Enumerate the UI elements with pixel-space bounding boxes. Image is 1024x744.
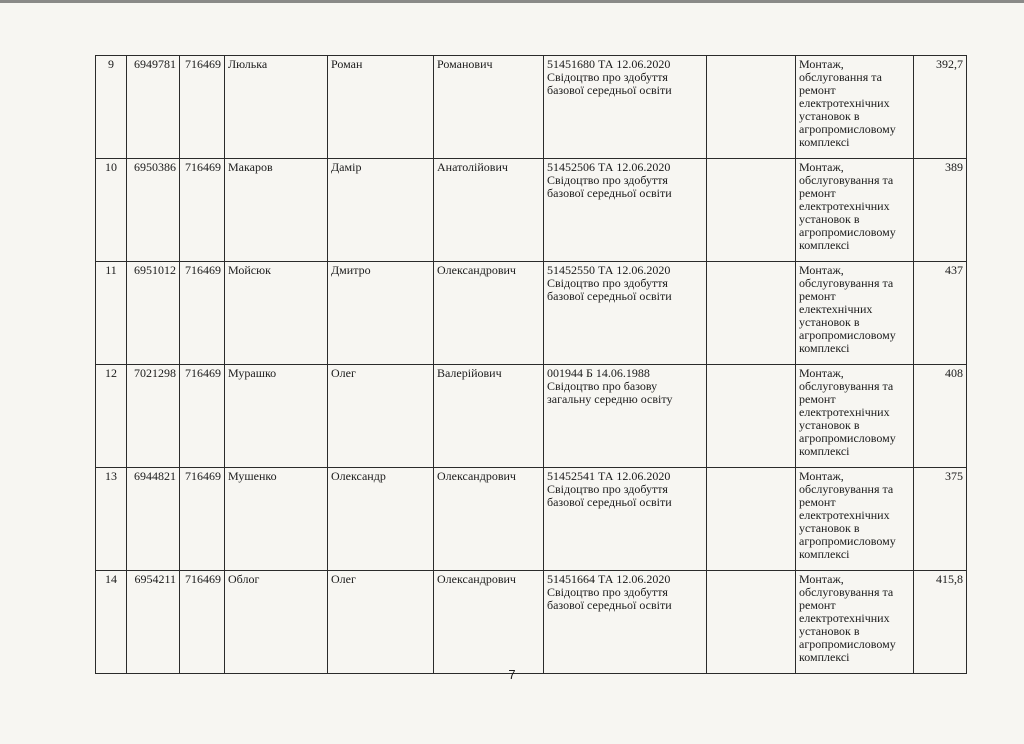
institution-code-cell: 716469 — [180, 159, 225, 262]
row-number-cell: 13 — [96, 468, 127, 571]
person-id-cell: 6954211 — [127, 571, 180, 674]
document-type: Свідоцтво про здобуття базової середньої освіти — [547, 173, 672, 200]
first-name-cell: Олег — [328, 571, 434, 674]
institution-code-cell: 716469 — [180, 262, 225, 365]
empty-cell-cell — [707, 571, 796, 674]
table-row — [96, 468, 967, 571]
score-cell: 389 — [914, 159, 967, 262]
institution-code-cell: 716469 — [180, 56, 225, 159]
specialty-cell: Монтаж, обслуговування та ремонт електехнічних установок в агропромисловому комплексі — [796, 262, 914, 365]
surname-cell: Мушенко — [225, 468, 328, 571]
education-document-cell — [544, 571, 707, 674]
empty-cell-cell — [707, 365, 796, 468]
education-document-cell — [544, 262, 707, 365]
table-row — [96, 571, 967, 674]
surname-cell: Облог — [225, 571, 328, 674]
specialty-cell: Монтаж, обслуговання та ремонт електротехнічних установок в агропромисловому комплексі — [796, 56, 914, 159]
education-document-cell — [544, 365, 707, 468]
document-number: 001944 Б 14.06.1988 — [547, 366, 650, 380]
document-type: Свідоцтво про здобуття базової середньої освіти — [547, 70, 672, 97]
document-type: Свідоцтво про здобуття базової середньої освіти — [547, 482, 672, 509]
surname-cell: Макаров — [225, 159, 328, 262]
surname-cell: Мурашко — [225, 365, 328, 468]
table-row — [96, 365, 967, 468]
page-number: 7 — [508, 667, 516, 682]
document-number: 51451680 ТА 12.06.2020 — [547, 57, 671, 71]
empty-cell-cell — [707, 56, 796, 159]
document-number: 51451664 ТА 12.06.2020 — [547, 572, 671, 586]
score-cell: 415,8 — [914, 571, 967, 674]
person-id-cell: 6944821 — [127, 468, 180, 571]
first-name-cell: Дамір — [328, 159, 434, 262]
first-name-cell: Олександр — [328, 468, 434, 571]
empty-cell-cell — [707, 262, 796, 365]
document-number: 51452506 ТА 12.06.2020 — [547, 160, 671, 174]
patronymic-cell: Романович — [434, 56, 544, 159]
education-document-cell — [544, 159, 707, 262]
document-number: 51452541 ТА 12.06.2020 — [547, 469, 671, 483]
row-number-cell: 10 — [96, 159, 127, 262]
first-name-cell: Дмитро — [328, 262, 434, 365]
first-name-cell: Олег — [328, 365, 434, 468]
surname-cell: Люлька — [225, 56, 328, 159]
row-number-cell: 9 — [96, 56, 127, 159]
education-document-cell — [544, 468, 707, 571]
score-cell: 375 — [914, 468, 967, 571]
person-id-cell: 6951012 — [127, 262, 180, 365]
surname-cell: Мойсюк — [225, 262, 328, 365]
empty-cell-cell — [707, 468, 796, 571]
specialty-cell: Монтаж, обслуговування та ремонт електротехнічних установок в агропромисловому комплексі — [796, 571, 914, 674]
document-number: 51452550 ТА 12.06.2020 — [547, 263, 671, 277]
person-id-cell: 7021298 — [127, 365, 180, 468]
first-name-cell: Роман — [328, 56, 434, 159]
patronymic-cell: Олександрович — [434, 468, 544, 571]
education-document-cell — [544, 56, 707, 159]
specialty-cell: Монтаж, обслуговування та ремонт електротехнічних установок в агропромисловому комплексі — [796, 468, 914, 571]
applicants-table — [95, 55, 967, 674]
specialty-cell: Монтаж, обслуговування та ремонт електротехнічних установок в агропромисловому комплексі — [796, 159, 914, 262]
row-number-cell: 14 — [96, 571, 127, 674]
document-type: Свідоцтво про здобуття базової середньої освіти — [547, 276, 672, 303]
document-type: Свідоцтво про здобуття базової середньої освіти — [547, 585, 672, 612]
person-id-cell: 6949781 — [127, 56, 180, 159]
score-cell: 408 — [914, 365, 967, 468]
patronymic-cell: Олександрович — [434, 262, 544, 365]
institution-code-cell: 716469 — [180, 571, 225, 674]
specialty-cell: Монтаж, обслуговування та ремонт електротехнічних установок в агропромисловому комплексі — [796, 365, 914, 468]
patronymic-cell: Валерійович — [434, 365, 544, 468]
document-type: Свідоцтво про базову загальну середню освіту — [547, 379, 673, 406]
table-row — [96, 159, 967, 262]
table-body — [96, 56, 967, 674]
row-number-cell: 12 — [96, 365, 127, 468]
table-row — [96, 262, 967, 365]
patronymic-cell: Анатолійович — [434, 159, 544, 262]
patronymic-cell: Олександрович — [434, 571, 544, 674]
score-cell: 392,7 — [914, 56, 967, 159]
institution-code-cell: 716469 — [180, 365, 225, 468]
page-top-edge — [0, 0, 1024, 3]
score-cell: 437 — [914, 262, 967, 365]
institution-code-cell: 716469 — [180, 468, 225, 571]
person-id-cell: 6950386 — [127, 159, 180, 262]
table-row — [96, 56, 967, 159]
row-number-cell: 11 — [96, 262, 127, 365]
empty-cell-cell — [707, 159, 796, 262]
